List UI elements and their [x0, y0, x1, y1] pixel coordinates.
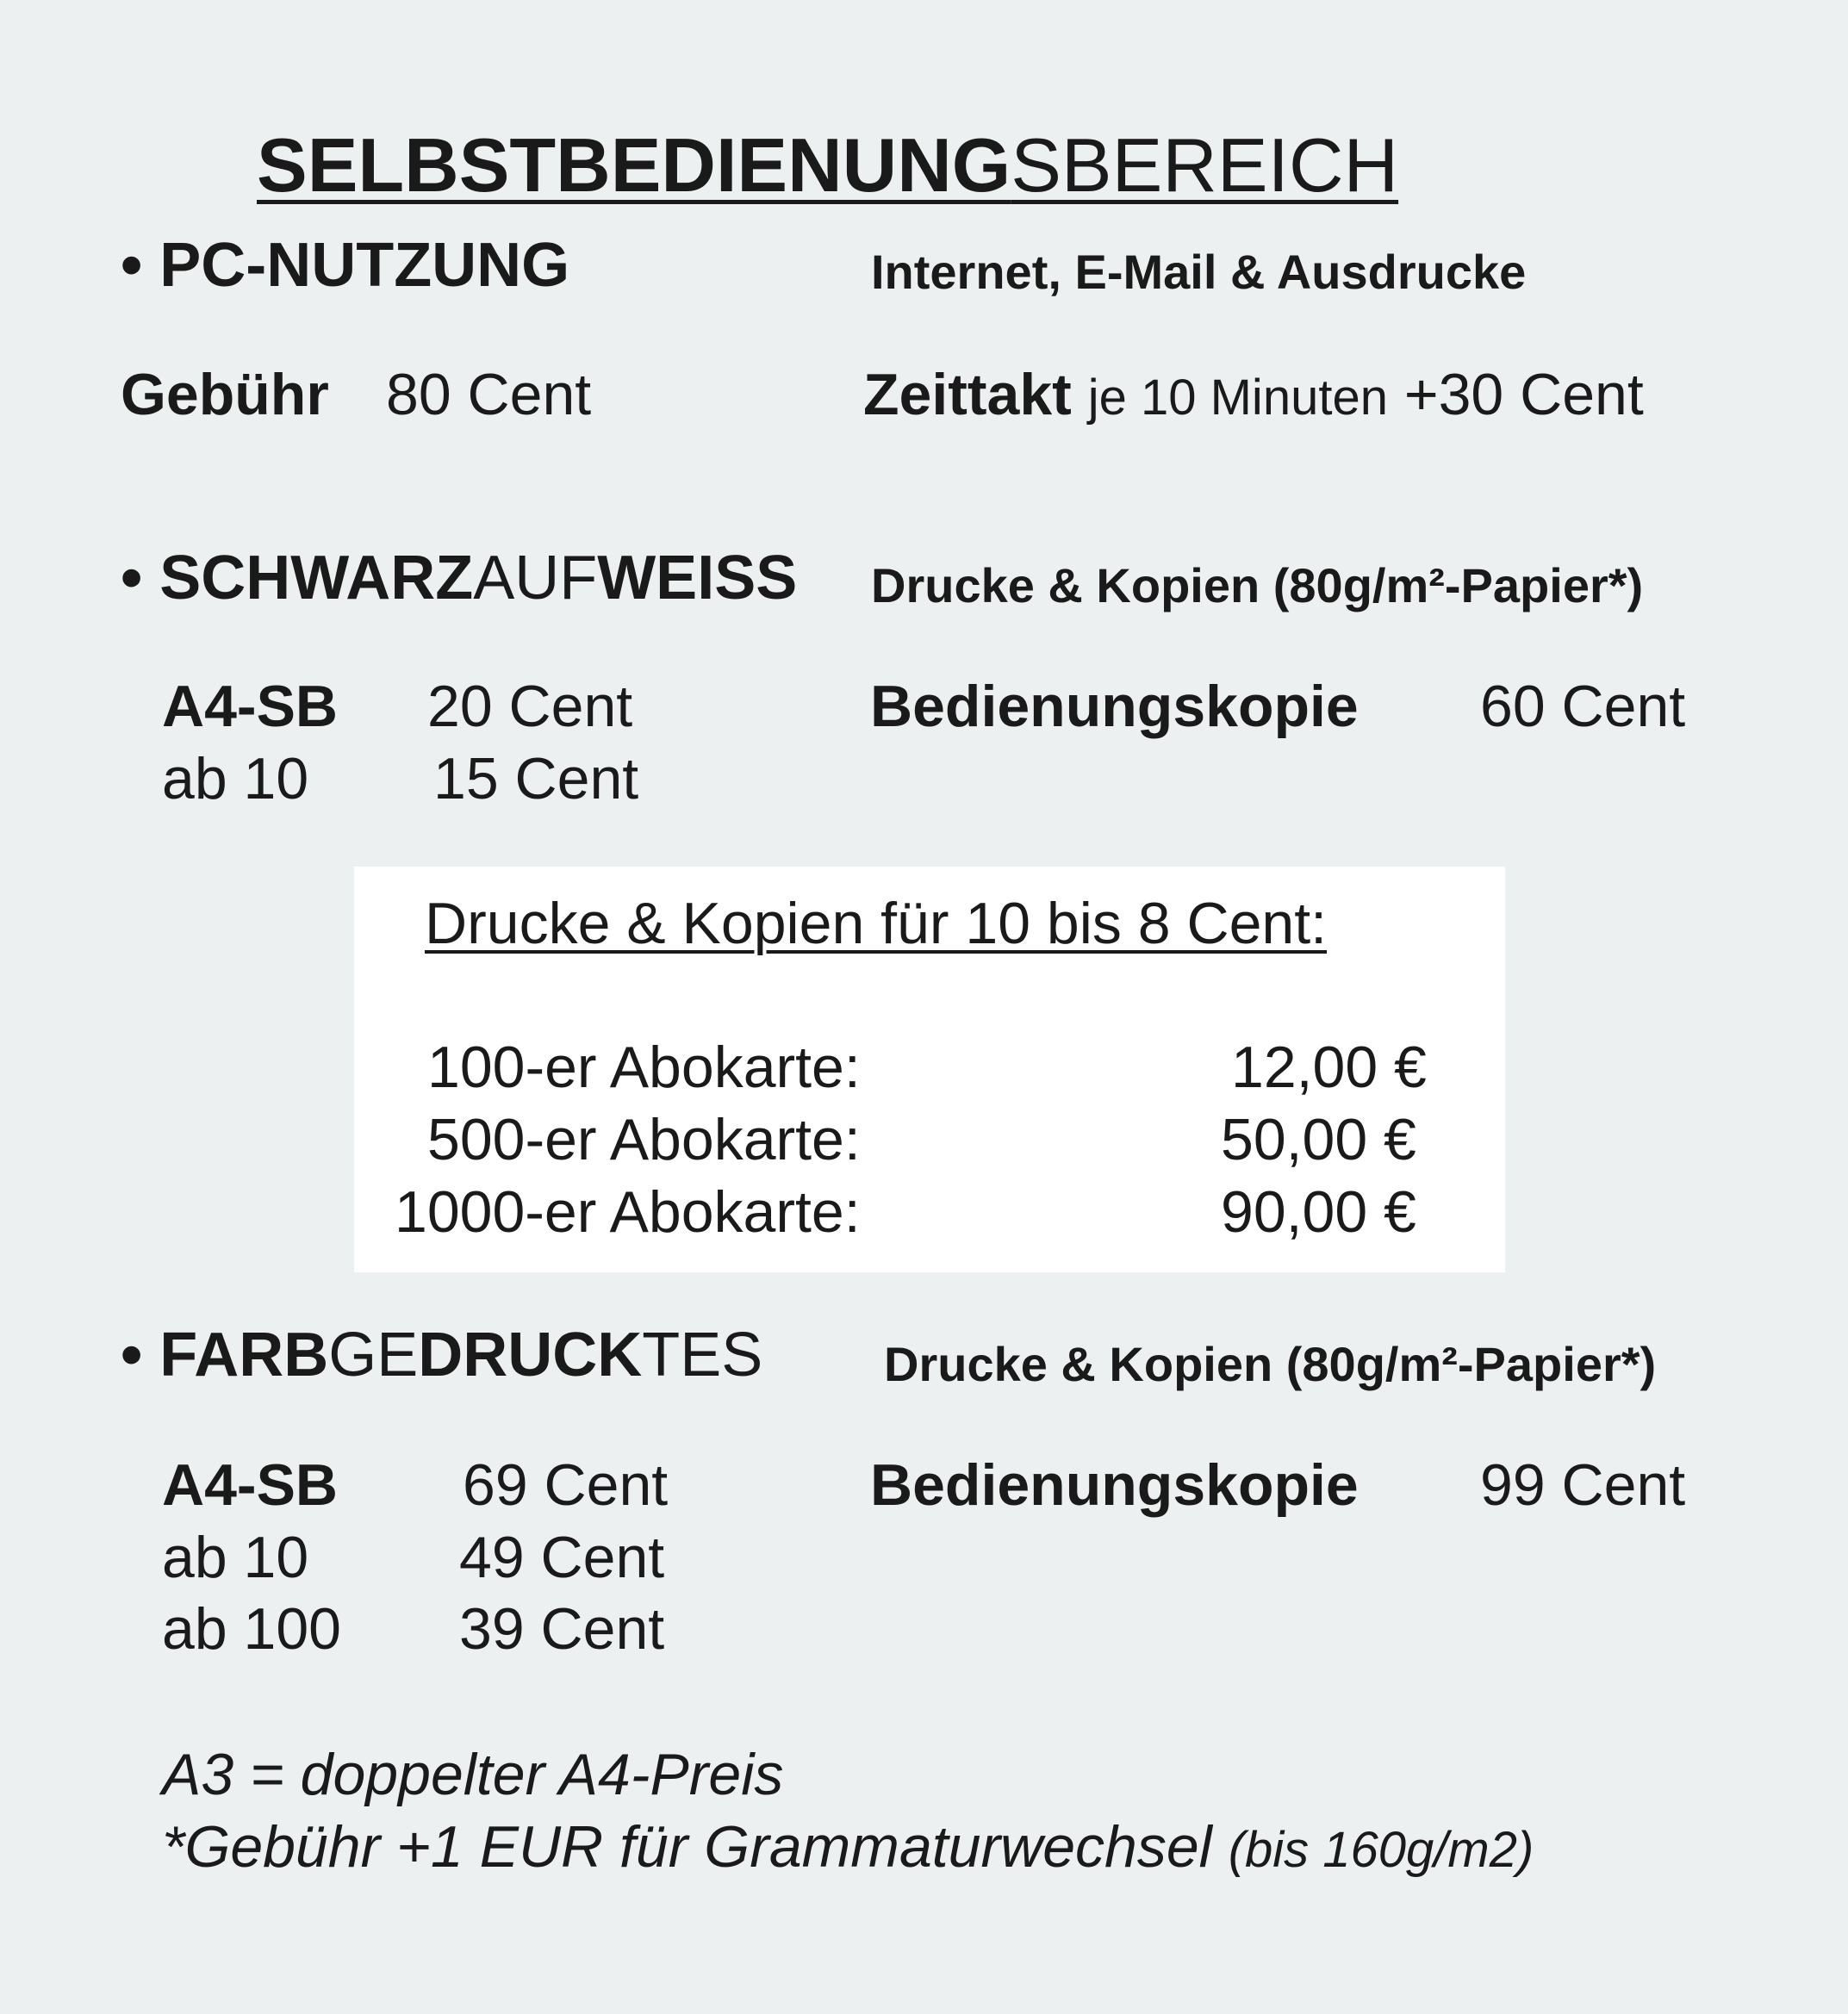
bw-row-label: A4-SB	[162, 674, 339, 739]
color-heading-1: FARB	[159, 1321, 329, 1389]
abo-row-price: 90,00 €	[1221, 1179, 1416, 1245]
abo-row-label: 100-er Abokarte:	[427, 1035, 861, 1100]
bw-row-label: ab 10	[162, 746, 309, 811]
bw-subtitle: Drucke & Kopien (80g/m²-Papier*)	[871, 558, 1644, 612]
page-title-bold: SELBSTBEDIENUNG	[257, 122, 1011, 208]
abo-title: Drucke & Kopien für 10 bis 8 Cent:	[425, 891, 1327, 956]
pc-time-desc: je 10 Minuten	[1087, 370, 1388, 426]
abo-row-price: 50,00 €	[1221, 1107, 1416, 1172]
bw-row-value: 15 Cent	[433, 746, 639, 811]
pc-time-value: +30 Cent	[1403, 362, 1644, 427]
bw-heading-2: AUF	[473, 544, 598, 612]
page-title	[257, 122, 1399, 208]
bw-heading-3: WEISS	[597, 544, 798, 612]
color-row-value: 39 Cent	[459, 1596, 665, 1662]
pc-time-label: Zeittakt	[863, 362, 1072, 427]
color-heading-2: GE	[328, 1321, 419, 1389]
color-row-label: ab 10	[162, 1525, 309, 1590]
bullet: •	[121, 1321, 143, 1389]
color-row-value: 49 Cent	[459, 1525, 665, 1590]
color-heading-4: TES	[642, 1321, 763, 1389]
note-a3: A3 = doppelter A4-Preis	[162, 1742, 784, 1807]
color-subtitle: Drucke & Kopien (80g/m²-Papier*)	[884, 1337, 1657, 1391]
pc-subtitle: Internet, E-Mail & Ausdrucke	[871, 245, 1527, 299]
note-grammage-main: *Gebühr +1 EUR für Grammaturwechsel	[162, 1814, 1212, 1880]
bullet: •	[121, 231, 143, 300]
pc-time	[863, 362, 1644, 427]
abo-row-label: 1000-er Abokarte:	[395, 1179, 861, 1245]
pc-heading	[121, 231, 570, 300]
bw-heading-1: SCHWARZ	[159, 544, 474, 612]
color-service-label: Bedienungskopie	[870, 1452, 1359, 1518]
bullet: •	[121, 544, 143, 612]
bw-heading	[121, 544, 798, 612]
page-title-normal: SBEREICH	[1011, 122, 1399, 208]
pc-fee-value: 80 Cent	[386, 362, 592, 427]
note-grammage	[162, 1814, 1534, 1880]
pc-fee-label: Gebühr	[121, 362, 329, 427]
color-heading	[121, 1321, 763, 1389]
abo-row-price: 12,00 €	[1231, 1035, 1427, 1100]
color-row-value: 69 Cent	[463, 1452, 669, 1518]
abo-row-label: 500-er Abokarte:	[427, 1107, 861, 1172]
color-heading-3: DRUCK	[418, 1321, 643, 1389]
color-row-label: ab 100	[162, 1596, 341, 1662]
pc-heading-text: PC-NUTZUNG	[159, 231, 570, 300]
color-service-value: 99 Cent	[1480, 1452, 1686, 1518]
bw-row-value: 20 Cent	[427, 674, 633, 739]
bw-service-value: 60 Cent	[1480, 674, 1686, 739]
note-grammage-small: (bis 160g/m2)	[1228, 1822, 1534, 1878]
bw-service-label: Bedienungskopie	[870, 674, 1359, 739]
color-row-label: A4-SB	[162, 1452, 339, 1518]
